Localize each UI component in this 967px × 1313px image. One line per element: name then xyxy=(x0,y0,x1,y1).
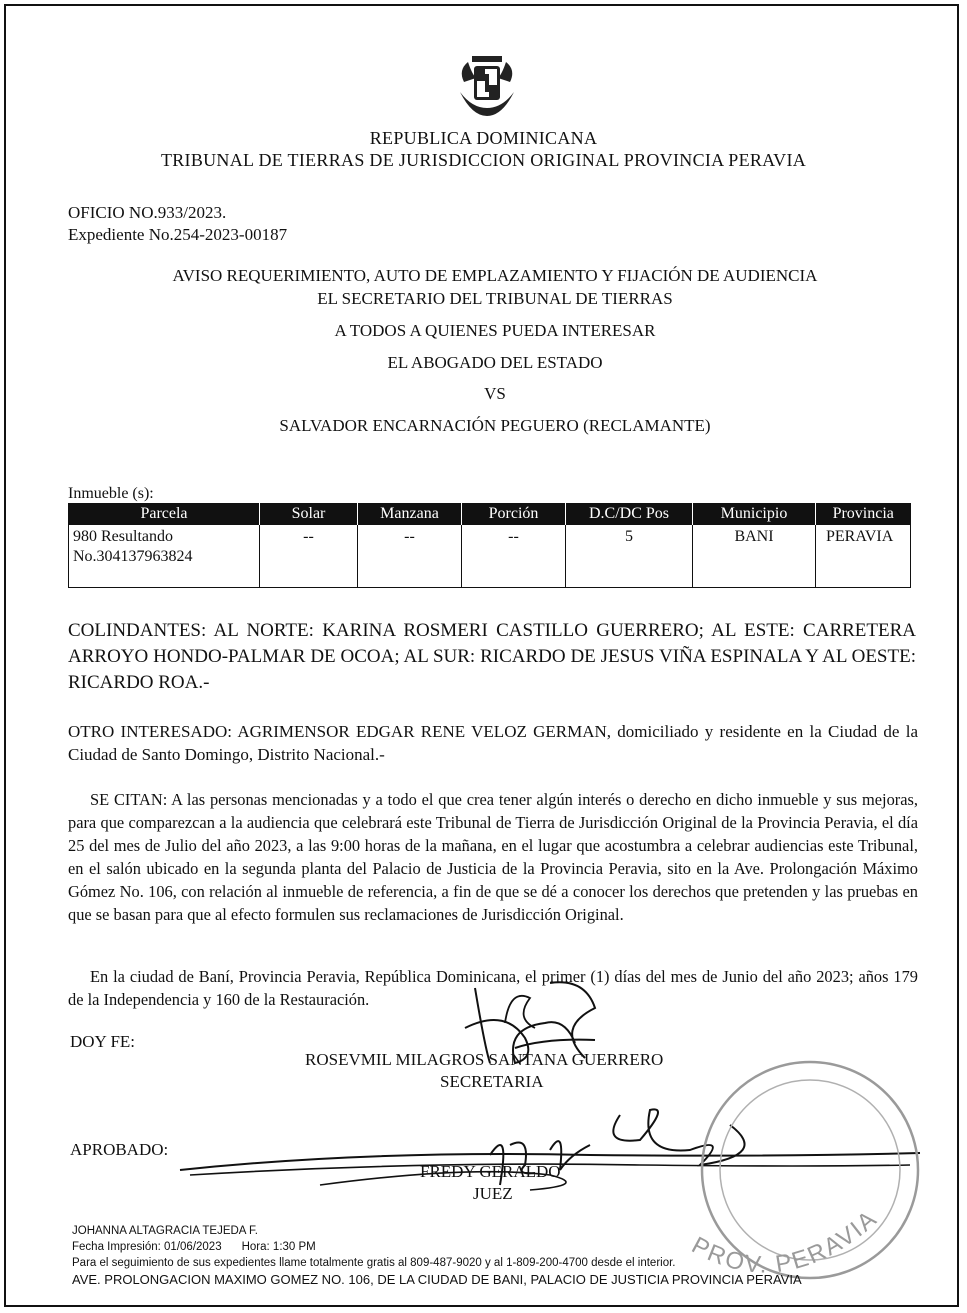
cell-manzana: -- xyxy=(358,525,462,588)
cell-provincia: PERAVIA xyxy=(816,525,911,588)
caption-abogado: EL ABOGADO DEL ESTADO xyxy=(387,353,603,372)
caption-secretario: EL SECRETARIO DEL TRIBUNAL DE TIERRAS xyxy=(317,289,673,308)
secretaria-signature xyxy=(455,968,605,1078)
parcela-line-2: No.304137963824 xyxy=(73,548,193,565)
col-parcela: Parcela xyxy=(69,503,260,525)
ciudad-date-paragraph: En la ciudad de Baní, Provincia Peravia, República Dominicana, el primer (1) días del mes de Junio del año 2023; años 179 de la Independencia y 160 de la Restauración. xyxy=(68,967,918,1009)
oficio-number: OFICIO NO.933/2023. xyxy=(68,203,227,222)
caption-a-todos: A TODOS A QUIENES PUEDA INTERESAR xyxy=(334,321,656,340)
col-porcion: Porción xyxy=(462,503,566,525)
col-provincia: Provincia xyxy=(816,503,911,525)
footer-address: AVE. PROLONGACION MAXIMO GOMEZ NO. 106, DE LA CIUDAD DE BANI, PALACIO DE JUSTICIA PROVINCIA PERAVIA xyxy=(72,1272,802,1287)
footer-prepared-by: JOHANNA ALTAGRACIA TEJEDA F. xyxy=(72,1225,258,1237)
stamp-text: PROV. PERAVIA xyxy=(687,1204,883,1279)
table-header-row xyxy=(69,503,911,525)
aprobado-label: APROBADO: xyxy=(70,1140,169,1159)
secretaria-name: ROSEVMIL MILAGROS SANTANA GUERRERO xyxy=(305,1050,664,1069)
caption-aviso: AVISO REQUERIMIENTO, AUTO DE EMPLAZAMIENTO Y FIJACIÓN DE AUDIENCIA xyxy=(172,266,818,285)
parcela-line-1: 980 Resultando xyxy=(73,528,173,545)
col-dc-pos: D.C/DC Pos xyxy=(566,503,693,525)
cell-municipio: BANI xyxy=(693,525,816,588)
caption-vs: VS xyxy=(484,384,506,403)
footer-fecha: Fecha Impresión: 01/06/2023 xyxy=(72,1241,222,1253)
cell-porcion: -- xyxy=(462,525,566,588)
footer-hora: Hora: 1:30 PM xyxy=(241,1241,316,1253)
juez-title: JUEZ xyxy=(473,1184,513,1203)
se-citan-paragraph: SE CITAN: A las personas mencionadas y a todo el que crea tener algún interés o derecho en dicho inmueble y sus mejoras, para que comparezcan a la audiencia que celebrará este Tribunal de Tierra de Jurisdicción Original de la Provincia Peravia, el día 25 del mes de Julio del año 2023, a las 9:00 horas de la mañana, en el lugar que acostumbra a celebrar audiencias este Tribunal, en el salón ubicado en la segunda planta del Palacio de Justicia de la Provincia Peravia, sito en la Ave. Prolongación Máximo Gómez No. 106, con relación al inmueble de referencia, a fin de que se dé a conocer los derechos que pretenden y las pruebas en que se basan para que al efecto formulen sus reclamaciones de Jurisdicción Original. xyxy=(68,790,918,924)
coat-of-arms-icon xyxy=(452,52,522,122)
otro-interesado-paragraph: OTRO INTERESADO: AGRIMENSOR EDGAR RENE VELOZ GERMAN, domiciliado y residente en la Ciudad de la Ciudad de Santo Domingo, Distrito Nacional.- xyxy=(68,722,918,764)
cell-parcela xyxy=(69,525,260,588)
colindantes-paragraph: COLINDANTES: AL NORTE: KARINA ROSMERI CASTILLO GUERRERO; AL ESTE: CARRETERA ARROYO HONDO-PALMAR DE OCOA; AL SUR: RICARDO DE JESUS VIÑA ESPINALA Y AL OESTE: RICARDO ROA.- xyxy=(68,620,916,693)
header-republic: REPUBLICA DOMINICANA xyxy=(369,128,598,148)
doy-fe-label: DOY FE: xyxy=(70,1032,136,1051)
official-stamp-icon xyxy=(660,1060,920,1300)
footer-print-info xyxy=(72,1241,316,1253)
footer-seguimiento: Para el seguimiento de sus expedientes llame totalmente gratis al 809-487-9020 y al 1-809-200-4700 desde el interior. xyxy=(72,1257,676,1269)
col-manzana: Manzana xyxy=(358,503,462,525)
caption-reclamante: SALVADOR ENCARNACIÓN PEGUERO (RECLAMANTE) xyxy=(279,416,711,435)
header-tribunal: TRIBUNAL DE TIERRAS DE JURISDICCION ORIGINAL PROVINCIA PERAVIA xyxy=(160,150,807,170)
cell-solar: -- xyxy=(260,525,358,588)
inmueble-label: Inmueble (s): xyxy=(68,485,154,502)
col-municipio: Municipio xyxy=(693,503,816,525)
inmueble-table xyxy=(68,503,911,588)
col-solar: Solar xyxy=(260,503,358,525)
secretaria-title: SECRETARIA xyxy=(440,1072,544,1091)
cell-dc-pos: 5 xyxy=(566,525,693,588)
table-row xyxy=(69,525,911,588)
juez-name: FREDY GERALDO xyxy=(420,1162,561,1181)
expediente-number: Expediente No.254-2023-00187 xyxy=(68,225,288,244)
